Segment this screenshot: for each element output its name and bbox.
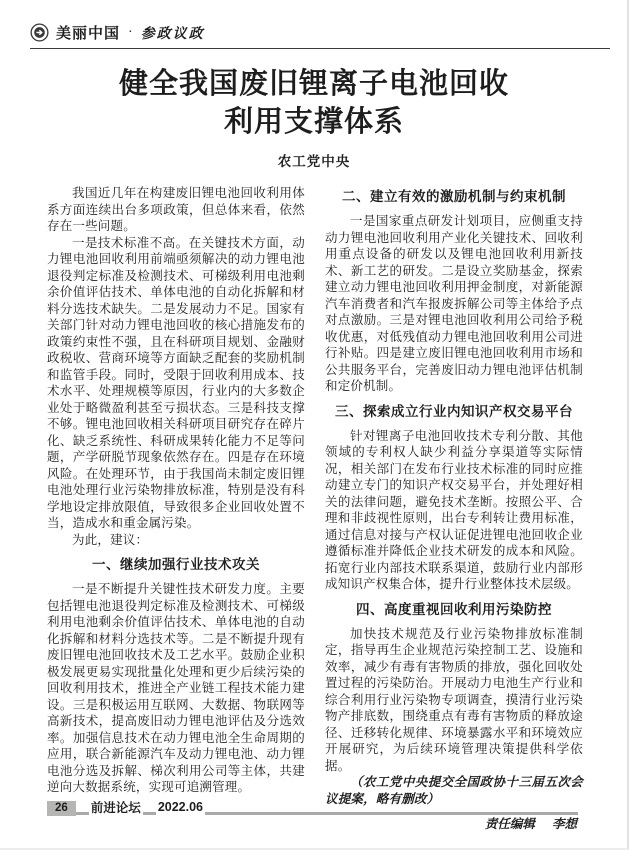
page-number-badge: 26 (47, 801, 76, 816)
article-body (47, 185, 581, 832)
article-author: 农工党中央 (277, 154, 351, 169)
paragraph-section-4: 加快技术规范及行业污染物排放标准制定，指导再生企业规范污染控制工艺、设施和效率，减少有毒有害物质的排放，强化回收处置过程的污染防治。开展动力电池生产行业和综合利用行业污染物专项调查，摸清行业污染物产排底数，围绕重点有毒有害物质的释放途径、迁移转化规律、环境暴露水平和环境效应开展研究，为后续环境管理决策提供科学依据。 (325, 626, 583, 773)
section-heading-4: 四、高度重视回收利用污染防控 (356, 601, 552, 617)
paragraph-section-1: 一是不断提升关键性技术研发力度。主要包括锂电池退役判定标准及检测技术、可梯级利用电池剩余价值评估技术、单体电池的自动化拆解和材料分选技术等。二是不断提升现有废旧锂电池回收技术及工艺水平。鼓励企业积极发展更易实现批量化处理和更少后续污染的回收利用技术，推进全产业链工程技术能力建设。三是积极运用互联网、大数据、物联网等高新技术，提高废旧动力锂电池评估及分选效率。加强信息技术在动力锂电池全生命周期的应用，联合新能源汽车及动力锂电池、动力锂电池分选及拆解、梯次利用公司等主体，共建逆向大数据系统，实现可追溯管理。 (47, 582, 305, 794)
article-title (47, 65, 581, 141)
right-column (325, 185, 583, 832)
paragraph-section-2: 一是国家重点研发计划项目，应侧重支持动力锂电池回收利用产业化关键技术、回收利用重点设备的研发以及锂电池回收利用新技术、新工艺的研发。二是设立奖励基金，探索建立动力锂电池回收利用押金制度，对新能源汽车消费者和汽车报废拆解公司等主体给予点对点激励。三是对锂电池回收利用公司给予税收优惠，对低残值动力锂电池回收利用公司进行补贴。四是建立废旧锂电池回收利用市场和公共服务平台，完善废旧动力锂电池评估机制和定价机制。 (325, 214, 583, 393)
journal-issue: 2022.06 (156, 800, 205, 817)
section-heading-2: 二、建立有效的激励机制与约束机制 (342, 189, 566, 204)
paragraph-problems: 一是技术标准不高。在关键技术方面，动力锂电池回收利用前端亟须解决的动力锂电池退役判定标准及检测技术、可梯级利用电池剩余价值评估技术、单体电池的自动化拆解和材料分选技术缺失。二是发展动力不足。国家有关部门针对动力锂电池回收的核心措施发布的政策约束性不强，且在科研项目规划、金融财政税收、营商环境等方面缺乏配套的奖励机制和监管手段。同时，受限于回收利用成本、技术水平、处理规模等原因，行业内的大多数企业处于略微盈利甚至亏损状态。三是科技支撑不够。锂电池回收相关科研项目研究存在碎片化、缺乏系统性、科研成果转化能力不足等问题，产学研脱节现象依然存在。四是存在环境风险。在处理环节，由于我国尚未制定废旧锂电池处理行业污染物排放标准，特别是没有科学地设定排放限值，导致很多企业回收处置不当，造成水和重金属污染。 (47, 235, 305, 530)
section-heading-3: 三、探索成立行业内知识产权交易平台 (335, 403, 573, 419)
paragraph-section-3: 针对锂离子电池回收技术专利分散、其他领域的专利权人缺少利益分享渠道等实际情况，相关部门在发布行业技术标准的同时应推动建立专门的知识产权交易平台，并处理好相关的法律问题，避免技术垄断。按照公平、合理和非歧视性原则，出台专利转让费用标准，通过信息对接与产权认证促进锂电池回收企业遵循标准并降低企业技术研发的成本和风险。拓宽行业内部技术联系渠道，鼓励行业内部形成知识产权集合体，提升行业整体技术层级。 (325, 428, 583, 591)
circled-right-arrow-icon (30, 23, 49, 42)
left-column (47, 185, 305, 832)
editor-label: 责任编辑 (484, 817, 535, 831)
editor-name: 李想 (551, 817, 577, 831)
column-name: 参政议政 (140, 26, 205, 42)
paragraph-suggest-lead: 为此，建议： (72, 532, 149, 547)
journal-name: 前进论坛 (89, 798, 143, 819)
section-separator: · (128, 24, 133, 40)
source-note: （农工党中央提交全国政协十三届五次会议提案，略有删改） (325, 775, 583, 806)
paragraph-intro: 我国近几年在构建废旧锂电池回收利用体系方面连续出台多项政策，但总体来看，依然存在一些问题。 (47, 186, 305, 233)
page-footer (47, 799, 583, 817)
section-title: 美丽中国 (56, 25, 121, 42)
article-title-line2: 利用支撑体系 (223, 106, 404, 138)
article-title-line1: 健全我国废旧锂离子电池回收 (118, 68, 509, 100)
section-heading-1: 一、继续加强行业技术攻关 (92, 557, 260, 572)
page-header (30, 22, 610, 49)
